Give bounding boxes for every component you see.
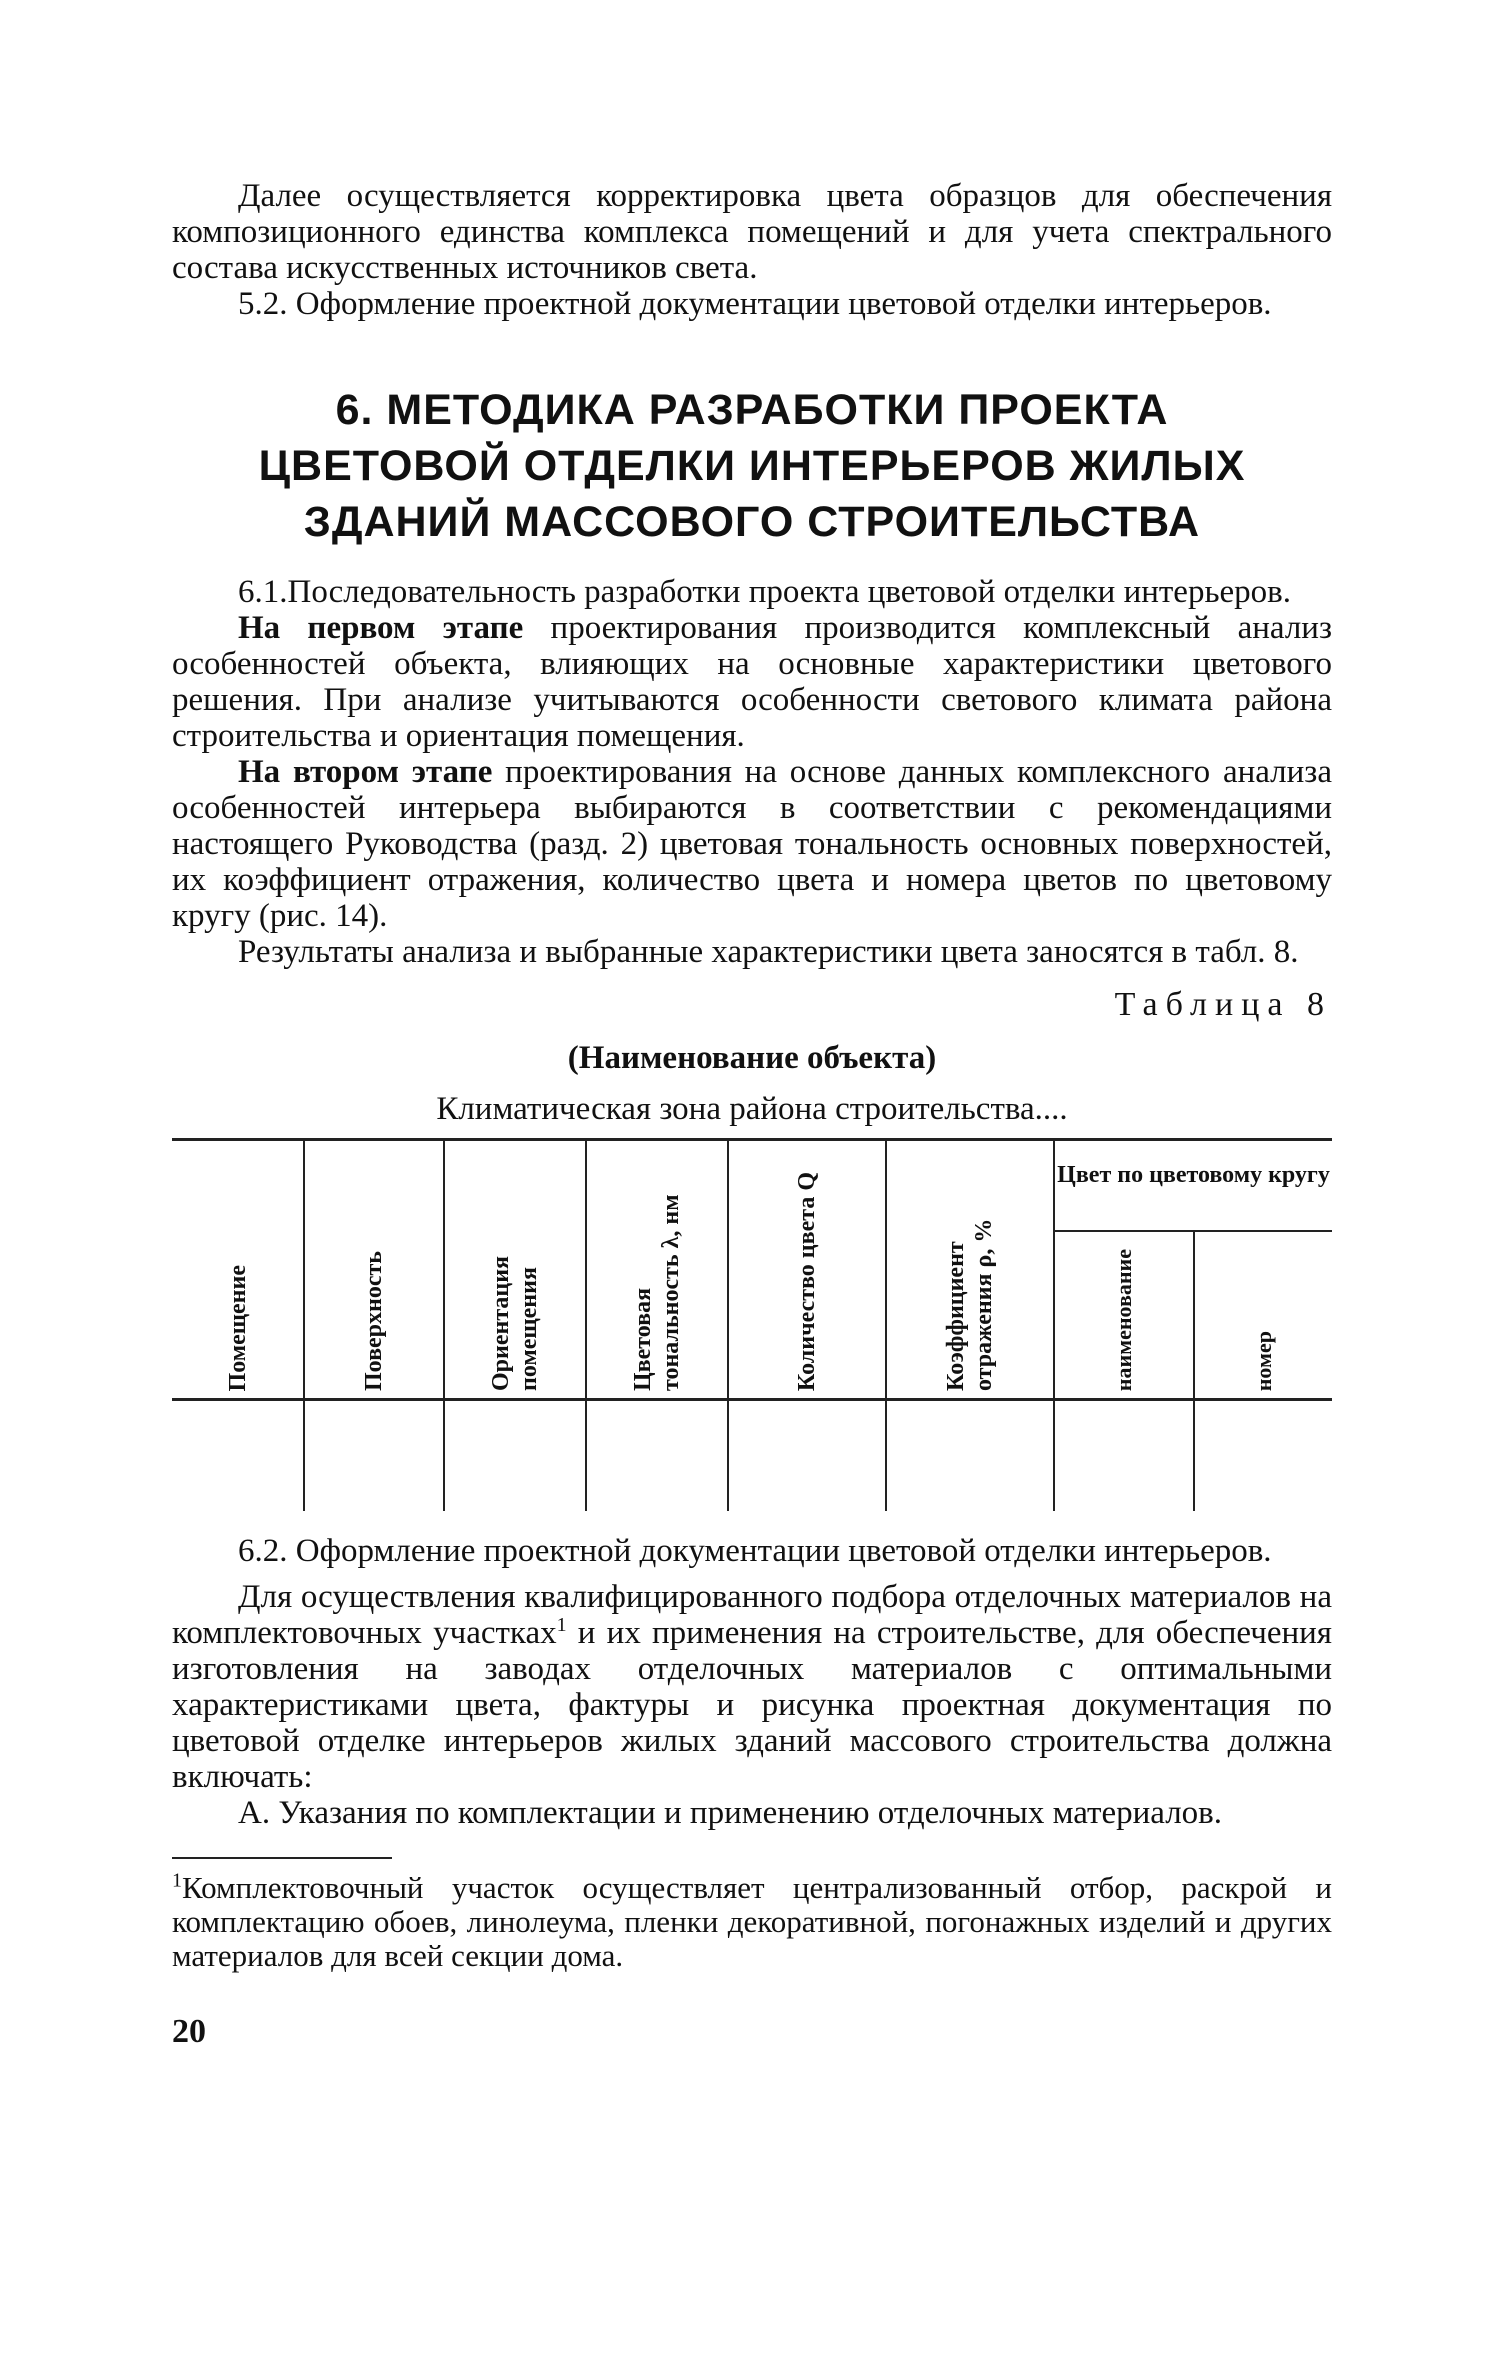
stage-2-paragraph <box>172 754 1332 934</box>
stage-1-paragraph <box>172 610 1332 754</box>
col-header-surface: Поверхность <box>304 1140 444 1400</box>
heading-line-1: 6. МЕТОДИКА РАЗРАБОТКИ ПРОЕКТА <box>335 386 1169 434</box>
table-cell <box>304 1400 444 1512</box>
col-header-number: номер <box>1194 1231 1332 1399</box>
footnote <box>172 1871 1332 1973</box>
table-row <box>172 1400 1332 1512</box>
col-header-color-wheel: Цвет по цветовому кругу <box>1054 1140 1332 1232</box>
documentation-paragraph: Для осуществления квалифицированного подбора отделочных материалов на комплектовочных участках$^1$ и их применения на строительстве, для обеспечения изготовления на заводах отделочных материалов с оптимальными характеристиками цвета, фактуры и рисунка проектная документация по цветовой отделке интерьеров жилых зданий массового строительства должна включать: <box>172 1579 1332 1795</box>
results-paragraph: Результаты анализа и выбранные характеристики цвета заносятся в табл. 8. <box>238 934 1299 970</box>
table-label: Таблица 8 <box>1114 986 1332 1023</box>
heading-line-2: ЦВЕТОВОЙ ОТДЕЛКИ ИНТЕРЬЕРОВ ЖИЛЫХ <box>258 442 1246 490</box>
intro-paragraph: Далее осуществляется корректировка цвета образцов для обеспечения композиционного единства комплекса помещений и для учета спектрального состава искусственных источников света. <box>172 178 1332 286</box>
footnote-mark: 1 <box>172 1869 182 1892</box>
table-cell <box>1054 1400 1194 1512</box>
section-6-2-paragraph: 6.2. Оформление проектной документации цветовой отделки интерьеров. <box>238 1533 1272 1569</box>
col-header-orientation: Ориентация помещения <box>444 1140 586 1400</box>
table-cell <box>586 1400 728 1512</box>
item-a-paragraph: А. Указания по комплектации и применению отделочных материалов. <box>238 1795 1222 1831</box>
col-header-tonality: Цветовая тональность λ, нм <box>586 1140 728 1400</box>
col-header-reflectance: Коэффициент отражения ρ, % <box>886 1140 1054 1400</box>
stage-2-label: На втором этапе <box>238 754 493 790</box>
table-8 <box>172 1138 1332 1511</box>
page <box>172 178 1332 2051</box>
heading-line-3: ЗДАНИЙ МАССОВОГО СТРОИТЕЛЬСТВА <box>303 498 1201 546</box>
climate-zone-line: Климатическая зона района строительства.... <box>436 1091 1068 1127</box>
footnote-divider <box>172 1857 392 1859</box>
page-number: 20 <box>172 2013 206 2050</box>
section-6-1-paragraph: 6.1.Последовательность разработки проекта цветовой отделки интерьеров. <box>238 574 1291 610</box>
table-cell <box>172 1400 304 1512</box>
col-header-color-quantity: Количество цвета Q <box>728 1140 886 1400</box>
col-header-name: наименование <box>1054 1231 1194 1399</box>
section-6-heading <box>172 382 1332 550</box>
footnote-text: Комплектовочный участок осуществляет централизованный отбор, раскрой и комплектацию обоев, линолеума, пленки декоративной, погонажных изделий и других материалов для всей секции дома. <box>172 1870 1332 1973</box>
stage-1-text: проектирования производится комплексный анализ особенностей объекта, влияющих на основные характеристики цветового решения. При анализе учитываются особенности светового климата района строительства и ориентация помещения. <box>172 610 1333 754</box>
footnote-ref: 1 <box>556 1614 567 1636</box>
col-header-room: Помещение <box>172 1140 304 1400</box>
table-subtitle: (Наименование объекта) <box>567 1040 937 1076</box>
stage-2-text: проектирования на основе данных комплексного анализа особенностей интерьера выбираются в соответствии с рекомендациями настоящего Руководства (разд. 2) цветовая тональность основных поверхностей, их коэффициент отражения, количество цвета и номера цветов по цветовому кругу (рис. 14). <box>172 754 1332 934</box>
stage-1-label: На первом этапе <box>238 610 524 646</box>
table-cell <box>444 1400 586 1512</box>
table-cell <box>1194 1400 1332 1512</box>
table-cell <box>886 1400 1054 1512</box>
section-5-2-paragraph: 5.2. Оформление проектной документации цветовой отделки интерьеров. <box>238 286 1272 322</box>
table-cell <box>728 1400 886 1512</box>
